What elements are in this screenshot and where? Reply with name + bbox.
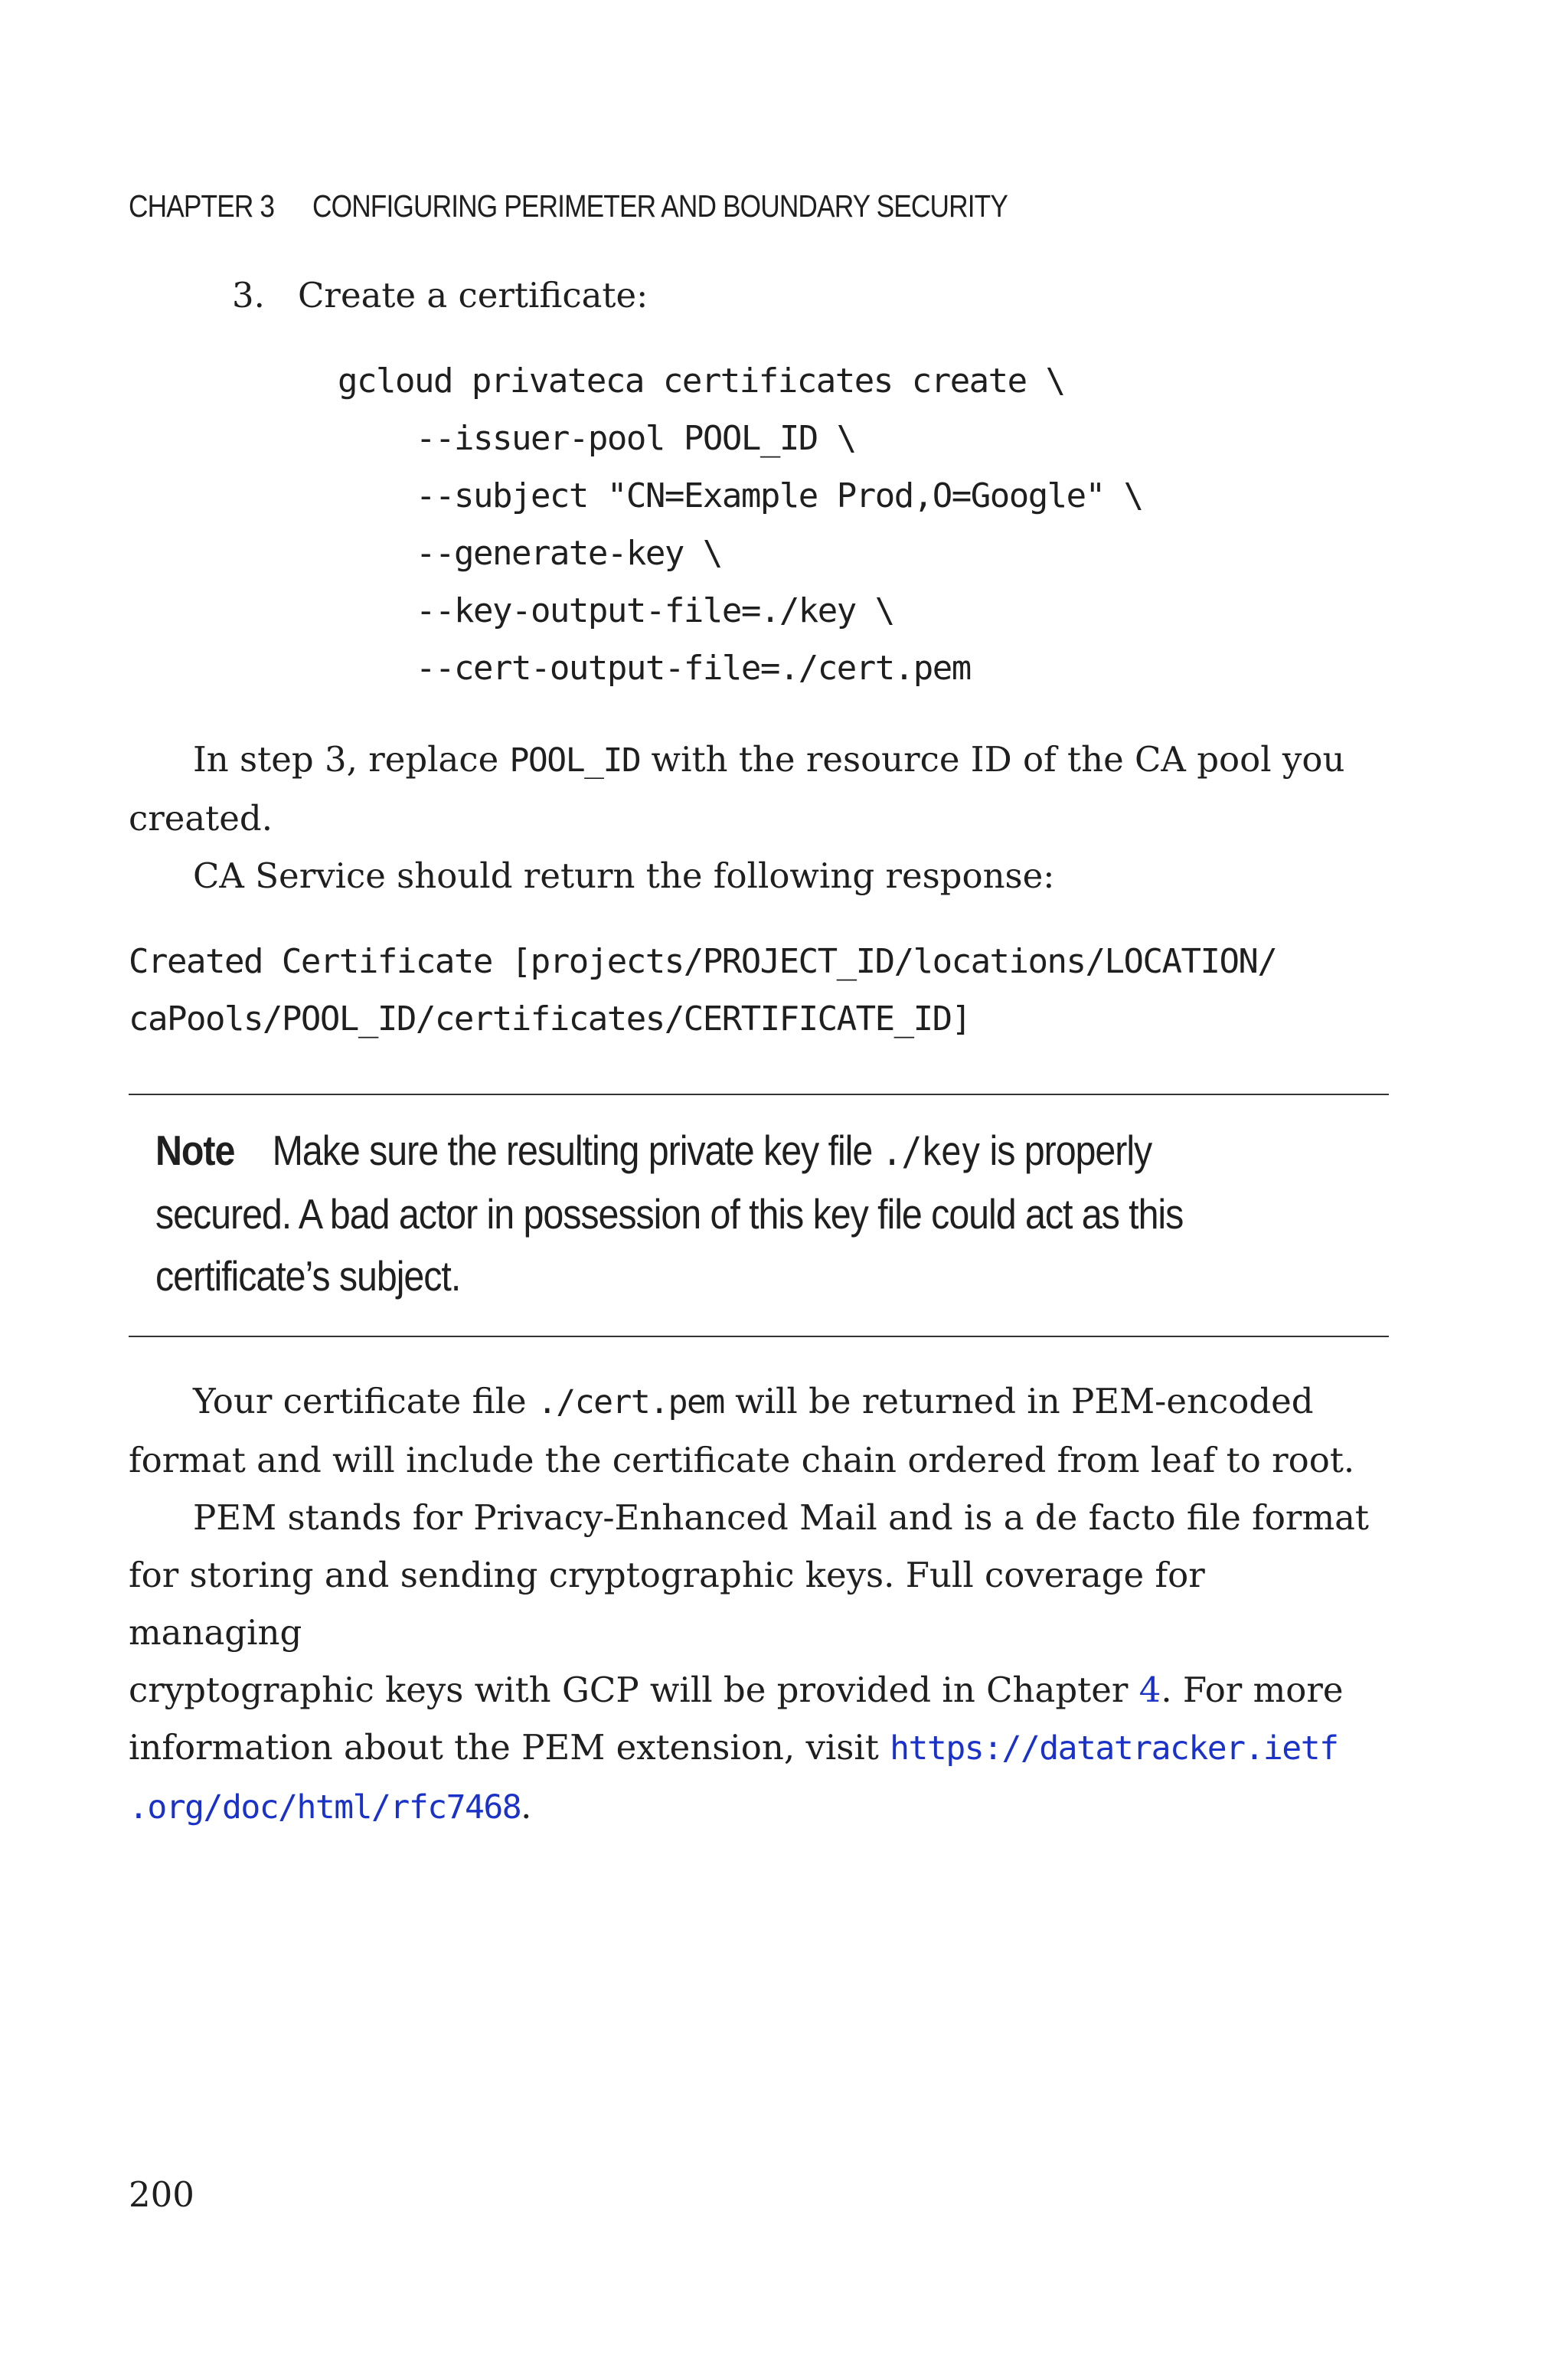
page-number: 200 bbox=[129, 2174, 194, 2215]
para-text: . bbox=[521, 1786, 532, 1827]
step-item bbox=[232, 267, 648, 324]
para-text: In step 3, replace bbox=[193, 739, 510, 780]
code-line: --subject "CN=Example Prod,O=Google" \ bbox=[416, 476, 1143, 515]
note-label: Note bbox=[155, 1127, 235, 1174]
note-text: secured. A bad actor in possession of this key file could act as this bbox=[155, 1190, 1184, 1238]
para-text: PEM stands for Privacy-Enhanced Mail and is a de facto file format bbox=[193, 1497, 1370, 1538]
response-line: Created Certificate [projects/PROJECT_ID/locations/LOCATION/ bbox=[129, 942, 1277, 981]
para-text: . For more bbox=[1161, 1670, 1344, 1710]
code-line: --issuer-pool POOL_ID \ bbox=[416, 419, 856, 458]
running-head bbox=[129, 188, 1008, 224]
step-number: 3. bbox=[232, 275, 265, 316]
chapter-link[interactable]: 4 bbox=[1138, 1670, 1161, 1710]
note-text: certificate’s subject. bbox=[155, 1252, 461, 1300]
inline-code-key: ./key bbox=[881, 1130, 981, 1175]
chapter-number: CHAPTER 3 bbox=[129, 188, 275, 224]
rfc-link-continued[interactable]: .org/doc/html/rfc7468 bbox=[129, 1788, 521, 1827]
para-text: will be returned in PEM-encoded bbox=[724, 1381, 1314, 1421]
response-line: caPools/POOL_ID/certificates/CERTIFICATE_ID] bbox=[129, 999, 971, 1039]
para-text: created. bbox=[129, 798, 273, 839]
response-output bbox=[129, 933, 1276, 1048]
inline-code-cert-pem: ./cert.pem bbox=[537, 1383, 724, 1421]
paragraph-step-note bbox=[129, 731, 1384, 904]
paragraph-response-intro: CA Service should return the following response: bbox=[193, 855, 1055, 896]
step-text: Create a certificate: bbox=[298, 275, 648, 316]
note-text: Make sure the resulting private key file bbox=[272, 1127, 882, 1174]
chapter-title: CONFIGURING PERIMETER AND BOUNDARY SECURITY bbox=[312, 188, 1008, 224]
para-text: for storing and sending cryptographic keys. Full coverage for managing bbox=[129, 1555, 1205, 1653]
paragraph-cert-file bbox=[129, 1372, 1384, 1837]
para-text: information about the PEM extension, visit bbox=[129, 1727, 890, 1768]
code-line: --generate-key \ bbox=[416, 534, 722, 573]
para-text: with the resource ID of the CA pool you bbox=[640, 739, 1345, 780]
note-top-rule bbox=[129, 1094, 1389, 1095]
code-line: --cert-output-file=./cert.pem bbox=[416, 649, 971, 688]
code-block bbox=[338, 352, 1143, 697]
rfc-link[interactable]: https://datatracker.ietf bbox=[890, 1729, 1338, 1768]
para-text: cryptographic keys with GCP will be provided in Chapter bbox=[129, 1670, 1139, 1710]
note-box bbox=[155, 1120, 1354, 1307]
para-text: format and will include the certificate chain ordered from leaf to root. bbox=[129, 1440, 1355, 1480]
note-bottom-rule bbox=[129, 1336, 1389, 1337]
code-line: --key-output-file=./key \ bbox=[416, 591, 894, 630]
note-text: is properly bbox=[980, 1127, 1152, 1174]
para-text: Your certificate file bbox=[193, 1381, 537, 1421]
code-line: gcloud privateca certificates create \ bbox=[338, 361, 1065, 401]
inline-code-pool-id: POOL_ID bbox=[509, 741, 641, 780]
